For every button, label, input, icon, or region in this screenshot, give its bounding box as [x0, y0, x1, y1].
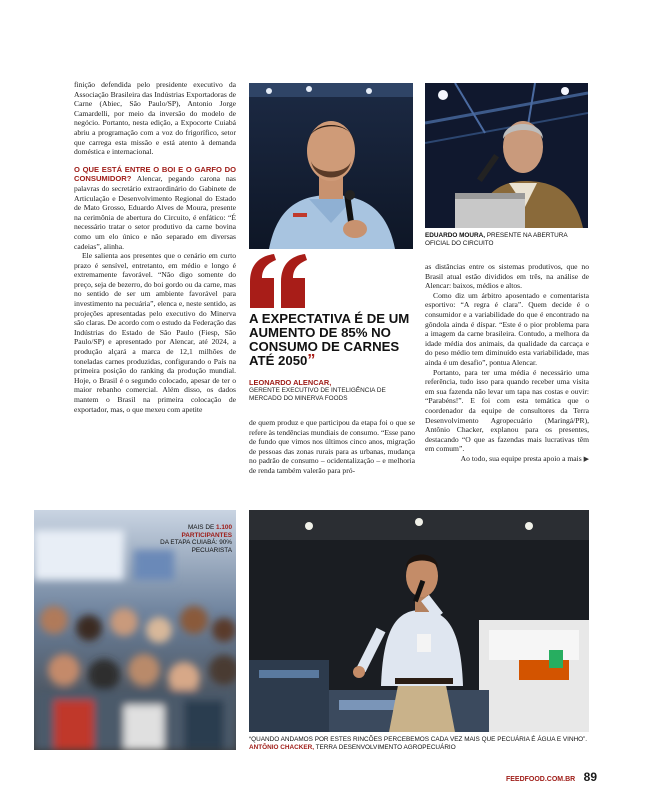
closing-quote-icon: ”: [307, 352, 316, 369]
caption-name: EDUARDO MOURA,: [425, 232, 485, 239]
col1-paragraph-2-text: Alencar, pegando carona nas palavras do secretário extraordinário do Gabinete de Articulação e Desenvolvimento Regional do Estado de Mato Grosso, Eduardo Alves de Moura, presente na cerimônia de abertura do Circuito, é enfático: “É necessário tratar o setor produtivo da carne bovina como um elo único e não separado em diversas cadeias”, alinha.: [74, 174, 236, 251]
pull-quote-attribution: [249, 378, 419, 402]
quote-mark-icon: [248, 252, 308, 310]
col3-paragraph-4: [425, 454, 589, 465]
caption-participants-detail: DA ETAPA CUIABÁ: 90% PECUARISTA: [160, 539, 232, 554]
col1-paragraph-1: finição defendida pelo presidente executivo da Associação Brasileira das Indústrias Exportadoras de Carne (Abiec, São Paulo/SP), Antonio Jorge Camardelli, por meio da inversão do modelo de negócio. Portanto, nesta edição, a Expocorte Cuiabá abriu a programação com a voz do frigorífico, setor que carrega esta missão e está atento à demanda doméstica e internacional.: [74, 80, 236, 157]
caption-name: ANTÔNIO CHACKER,: [249, 743, 314, 751]
pull-quote-role: GERENTE EXECUTIVO DE INTELIGÊNCIA DE MERCADO DO MINERVA FOODS: [249, 387, 386, 402]
col3-paragraph-4-text: Ao todo, sua equipe presta apoio a mais: [460, 453, 582, 463]
caption-text: PRESENTE NA ABERTURA OFICIAL DO CIRCUITO: [425, 232, 568, 247]
page-footer: [506, 768, 597, 786]
article-column-2: [249, 418, 415, 476]
pull-quote-name: LEONARDO ALENCAR,: [249, 378, 332, 387]
article-column-3: [425, 262, 589, 464]
col1-paragraph-3: Ele salienta aos presentes que o cenário em curto prazo é sensível, entretanto, em médio e longo é extremamente favorável. “Não digo somente do preço, seja de bezerro, do boi gordo ou da carne, mas no sentido de ser um ambiente favorável para investimento na pecuária”, elenca e, neste sentido, as projeções apresentadas pelo executivo do Minerva são claras. De acordo com o estudo da Federação das Indústrias do Estado de São Paulo (Fiesp, São Paulo/SP) e apresentado por Alencar, até 2024, a produção alçará a marca de 12,1 milhões de toneladas carnes produzidas, configurando o País na primeira posição do ranking da produção mundial. Hoje, o Brasil é o segundo colocado, apesar de ter o maior rebanho comercial. Além disso, os dados mantem o Brasil na primeira colocação de exportador, mas, o que mexeu com apetite: [74, 251, 236, 414]
page-number: 89: [583, 770, 597, 784]
continue-arrow-icon: ▶: [583, 454, 589, 463]
caption-eduardo-moura: [425, 232, 589, 247]
photo-eduardo-moura: [425, 83, 588, 228]
speaker-photo-illustration: [249, 510, 589, 732]
caption-quote: “QUANDO ANDAMOS POR ESTES RINCÕES PERCEBEMOS CADA VEZ MAIS QUE PECUÁRIA É ÁGUA E VINHO”.: [249, 736, 588, 743]
speaker-photo-illustration: [249, 83, 413, 249]
col1-paragraph-2: [74, 165, 236, 251]
footer-site: FEEDFOOD.COM.BR: [505, 776, 576, 783]
col3-paragraph-3: Portanto, para ter uma média é necessário uma referência, tudo isso para quando receber uma visita em sua fazenda não levar um tapa nas costas e ouvir: “Parabéns!”. E foi com esta temática que o coordenador da equipe de consultores da Terra Desenvolvimento Agropecuário (Maringá/PR), Antônio Chacker, explanou para os presentes, destacando “O que as fazendas mais lucrativas têm em comum”.: [425, 367, 589, 454]
col2-paragraph-1: de quem produz e que participou da etapa foi o que se refere às tendências mundiais de consumo. “Esse pano de fundo que vimos nos últimos cinco anos, migração de pessoas das zonas rurais para as urbanas, mudança no padrão de consumo – ocidentalização – e melhoria de renda também valerão para pró-: [249, 418, 415, 475]
caption-antonio-chacker: [249, 736, 589, 751]
speaker-photo-illustration: [425, 83, 588, 228]
col3-paragraph-1: as distâncias entre os sistemas produtivos, que no Brasil atual estão divididos em três, na análise de Alencar: baixos, médios e altos.: [425, 262, 589, 291]
caption-participants-prefix: MAIS DE: [187, 524, 216, 531]
photo-antonio-chacker: [249, 510, 589, 732]
pull-quote-body: A EXPECTATIVA É DE UM AUMENTO DE 85% NO CONSUMO DE CARNES ATÉ 2050: [249, 311, 410, 368]
pull-quote-text: [249, 312, 419, 368]
col3-paragraph-2: Como diz um árbitro aposentado e comentarista esportivo: “A regra é clara”. Quem decide é o consumidor e a variabilidade do que é encontrado na gôndola ainda é díspar. “Este é o pior problema para a imagem da carne brasileira. Contudo, a melhora da idade média dos animais, da qualidade da carcaça e do peso médio tem diminuído esta variabilidade, mas ainda é um desafio”, pontua Alencar.: [425, 290, 589, 367]
caption-role: TERRA DESENVOLVIMENTO AGROPECUÁRIO: [313, 743, 456, 751]
caption-participants-count: 1.100 PARTICIPANTES: [181, 524, 232, 539]
photo-leonardo-alencar: [249, 83, 413, 249]
article-column-1: [74, 80, 236, 414]
caption-participants: [142, 524, 232, 554]
section-subhead: O QUE ESTÁ ENTRE O BOI E O GARFO DO CONSUMIDOR?: [74, 164, 236, 184]
